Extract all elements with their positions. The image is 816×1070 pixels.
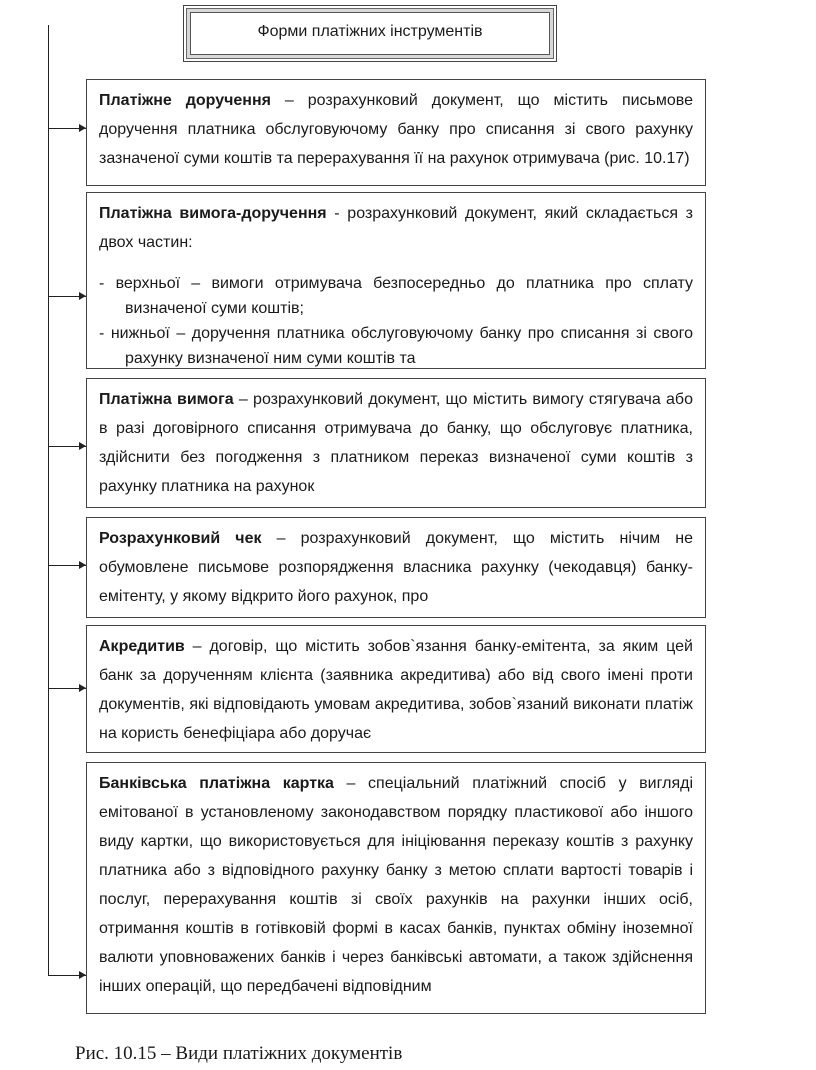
figure-caption: Рис. 10.15 – Види платіжних документів (75, 1043, 403, 1064)
box-settlement-cheque (86, 517, 706, 618)
arrow-icon (48, 688, 86, 689)
term: Акредитив (99, 638, 185, 655)
term: Платіжна вимога-доручення (99, 205, 327, 222)
forms-title: Форми платіжних інструментів (257, 23, 483, 40)
arrow-icon (48, 565, 86, 566)
definition: – розрахунковий документ, що містить вимогу стягувача або в разі договірного списання отримувача до банку, що обслуговує платника, здійснити без погодження з платником переказ визначеної суми коштів з рахунку платника на рахунок (99, 391, 693, 495)
arrow-icon (48, 446, 86, 447)
term: Розрахунковий чек (99, 530, 262, 547)
term: Платіжна вимога (99, 391, 234, 408)
box-bank-payment-card (86, 762, 706, 1014)
box-letter-of-credit (86, 625, 706, 753)
box-payment-request-order (86, 192, 706, 369)
list-item: - нижньої – доручення платника обслуговуючому банку про списання зі свого рахунку визначеної ним суми коштів та (99, 325, 693, 367)
forms-title-box (183, 5, 557, 62)
arrow-icon (48, 296, 86, 297)
definition: – спеціальний платіжний спосіб у вигляді емітованої в установленому законодавством порядку пластикової або іншого виду картки, що використовується для ініціювання переказу коштів з рахунку платника або з відповідного рахунку банку з метою сплати вартості товарів і послуг, перерахування коштів зі своїх рахунків на рахунки інших осіб, отримання коштів в готівковій формі в касах банків, пунктах обміну іноземної валюти уповноважених банків і через банківські автомати, а також здійснення інших операцій, що передбачені відповідним (99, 775, 693, 995)
term: Банківська платіжна картка (99, 775, 334, 792)
box-payment-request (86, 378, 706, 508)
list-item: - верхньої – вимоги отримувача безпосередньо до платника про сплату визначеної суми коштів; (99, 275, 693, 317)
definition: - розрахунковий документ, який складається з двох частин: (99, 205, 693, 251)
definition: – договір, що містить зобов`язання банку-емітента, за яким цей банк за дорученням клієнта (заявника акредитива) або від свого імені проти документів, які відповідають умовам акредитива, зобов`язаний виконати платіж на користь бенефіціара або доручає (99, 638, 693, 742)
arrow-icon (48, 975, 86, 976)
term: Платіжне доручення (99, 92, 271, 109)
box-payment-order (86, 79, 706, 186)
connector-vertical-line (48, 25, 49, 975)
arrow-icon (48, 128, 86, 129)
definition: – розрахунковий документ, що містить нічим не обумовлене письмове розпорядження власника рахунку (чекодавця) банку-емітенту, у якому відкрито його рахунок, про (99, 530, 693, 605)
definition: – розрахунковий документ, що містить письмове доручення платника обслуговуючому банку про списання зі свого рахунку зазначеної суми коштів та перерахування її на рахунок отримувача (рис. 10.17) (99, 92, 694, 167)
